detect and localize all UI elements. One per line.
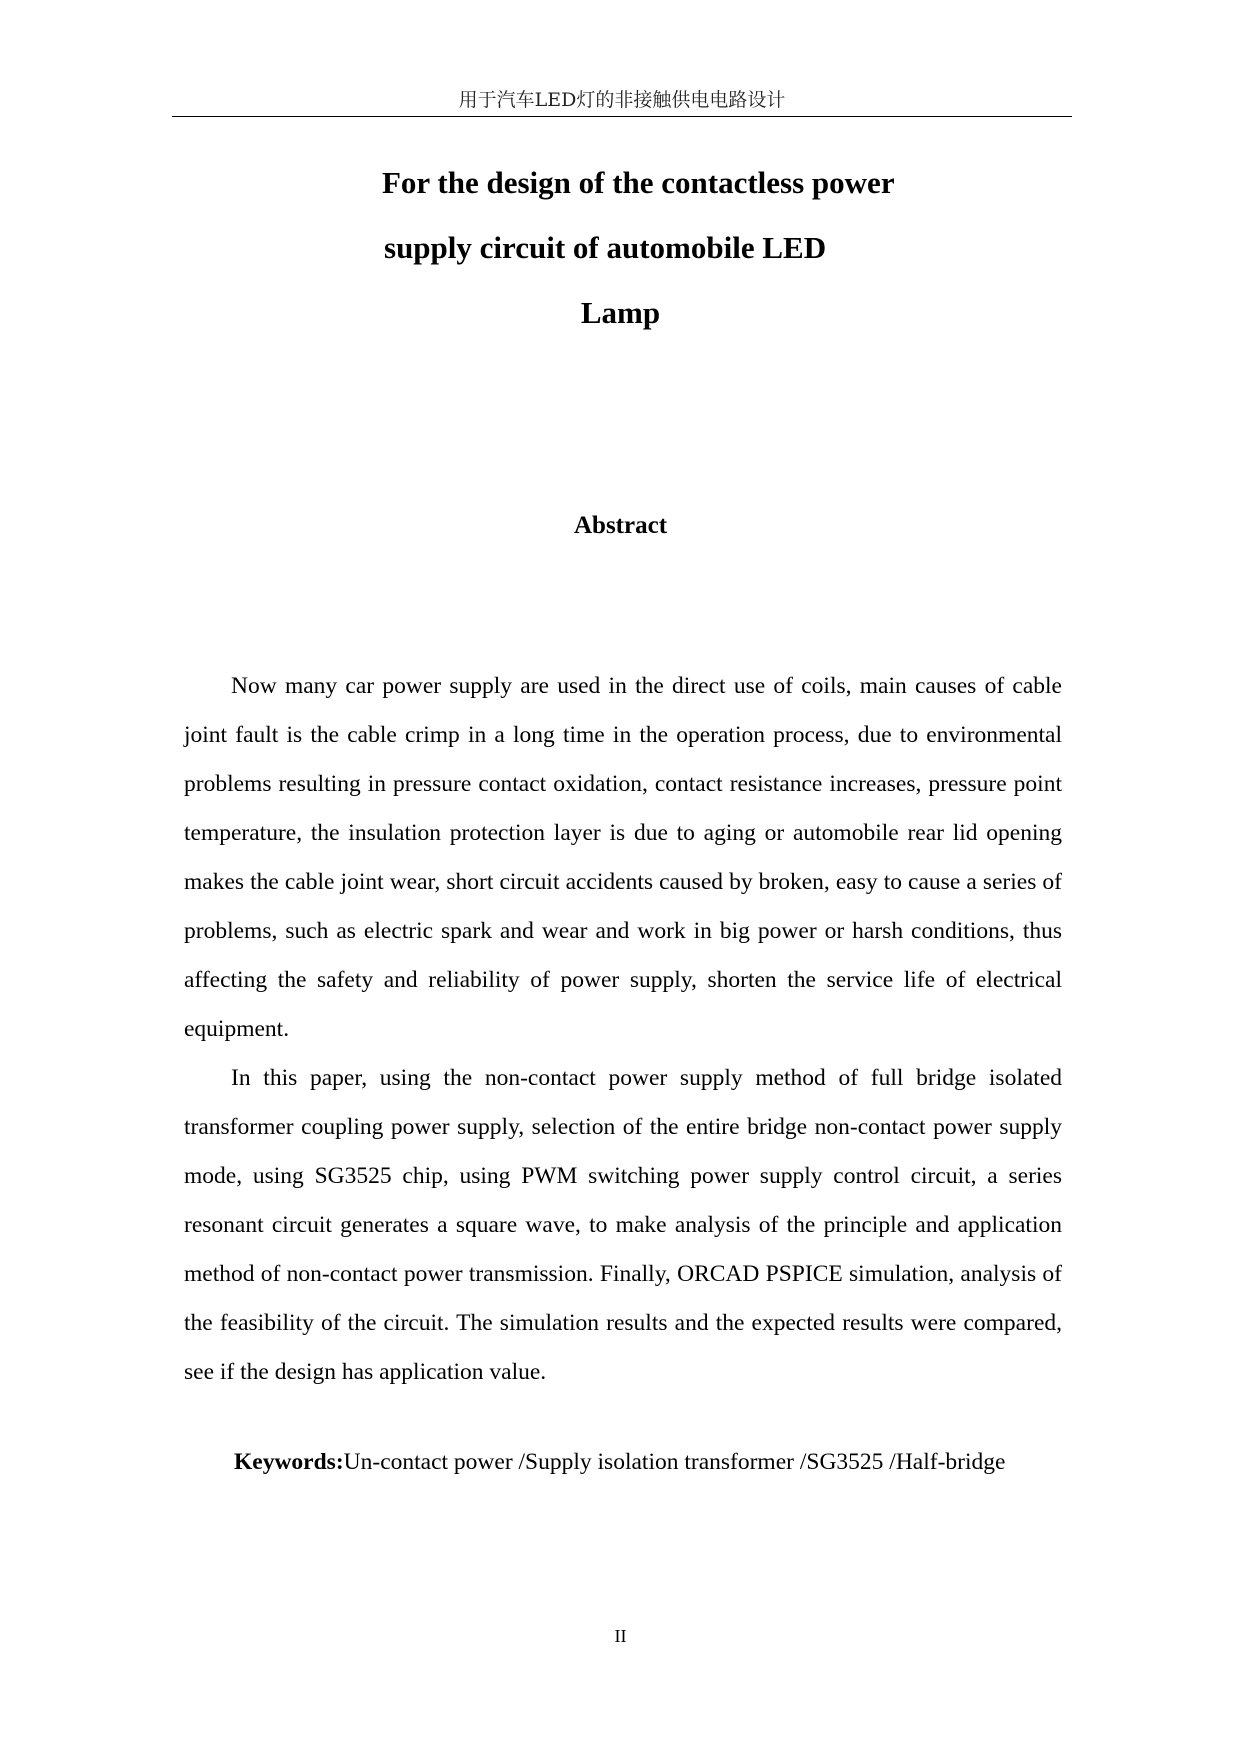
paper-title-line-2: supply circuit of automobile LED — [384, 230, 827, 265]
abstract-heading: Abstract — [573, 512, 668, 539]
paper-title-line-1: For the design of the contactless power — [382, 165, 895, 200]
keywords-label: Keywords: — [234, 1449, 344, 1475]
keywords-line — [234, 1445, 1005, 1479]
page-number: II — [614, 1626, 627, 1646]
running-header: 用于汽车LED灯的非接触供电电路设计 — [458, 89, 786, 111]
paper-title-line-3: Lamp — [580, 295, 661, 330]
abstract-paragraph-2: In this paper, using the non-contact power supply method of full bridge isolated transformer coupling power supply, selection of the entire bridge non-contact power supply mode, using SG3525 chip, using PWM switching power supply control circuit, a series resonant circuit generates a square wave, to make analysis of the principle and application method of non-contact power transmission. Finally, ORCAD PSPICE simulation, analysis of the feasibility of the circuit. The simulation results and the expected results were compared, see if the design has application value. — [184, 1065, 1062, 1385]
abstract-body — [184, 662, 1062, 1397]
header-rule — [172, 116, 1072, 117]
keywords-text: Un-contact power /Supply isolation transformer /SG3525 /Half-bridge — [343, 1449, 1006, 1475]
abstract-paragraph-1: Now many car power supply are used in the direct use of coils, main causes of cable joint fault is the cable crimp in a long time in the operation process, due to environmental problems resulting in pressure contact oxidation, contact resistance increases, pressure point temperature, the insulation protection layer is due to aging or automobile rear lid opening makes the cable joint wear, short circuit accidents caused by broken, easy to cause a series of problems, such as electric spark and wear and work in big power or harsh conditions, thus affecting the safety and reliability of power supply, shorten the service life of electrical equipment. — [184, 673, 1062, 1042]
